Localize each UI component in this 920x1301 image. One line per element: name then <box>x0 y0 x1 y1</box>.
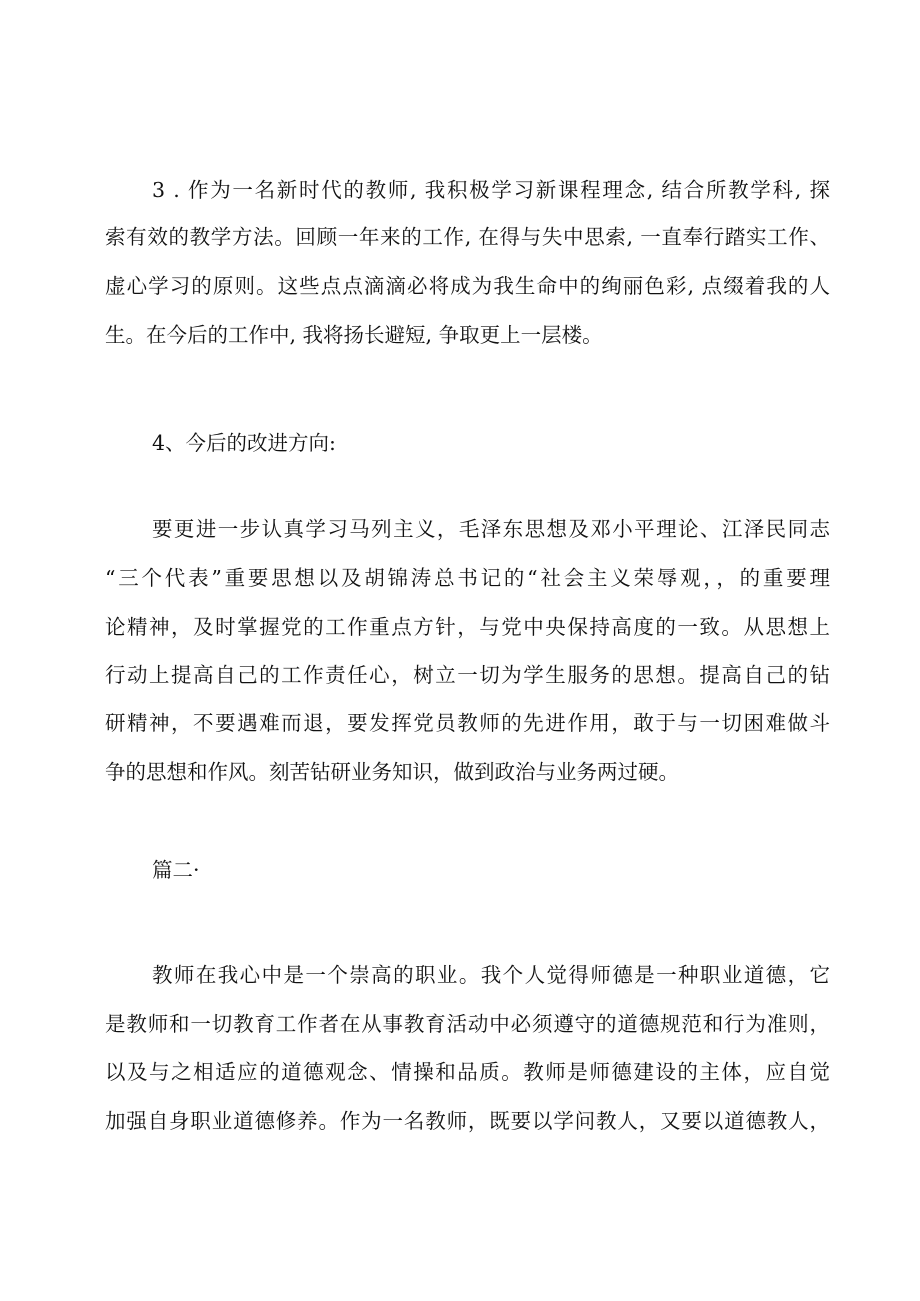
paragraph-3-line-2: 索有效的教学方法。回顾一年来的工作, 在得与失中思索, 一直奉行踏实工作、 <box>105 225 830 249</box>
paragraph-3-line-1: 3 . 作为一名新时代的教师, 我积极学习新课程理念, 结合所教学科, 探 <box>152 178 830 202</box>
improvement-line-3: 论精神，及时掌握党的工作重点方针，与党中央保持高度的一致。从思想上 <box>105 615 830 639</box>
paragraph-3-line-4: 生。在今后的工作中, 我将扬长避短, 争取更上一层楼。 <box>105 323 603 347</box>
part-two-line-1: 教师在我心中是一个崇高的职业。我个人觉得师德是一种职业道德，它 <box>152 963 830 987</box>
section-heading-improvement: 4、今后的改进方向: <box>152 431 336 455</box>
improvement-line-4: 行动上提高自己的工作责任心，树立一切为学生服务的思想。提高自己的钻 <box>105 663 830 687</box>
paragraph-3-line-3: 虚心学习的原则。这些点点滴滴必将成为我生命中的绚丽色彩, 点缀着我的人 <box>105 274 830 298</box>
improvement-line-6: 争的思想和作风。刻苦钻研业务知识，做到政治与业务两过硬。 <box>105 760 679 784</box>
section-title-part-two: 篇二· <box>152 858 200 882</box>
part-two-line-3: 以及与之相适应的道德观念、情操和品质。教师是师德建设的主体，应自觉 <box>105 1060 830 1084</box>
improvement-line-2: “三个代表”重要思想以及胡锦涛总书记的“社会主义荣辱观，，的重要理 <box>105 566 830 590</box>
part-two-line-2: 是教师和一切教育工作者在从事教育活动中必须遵守的道德规范和行为准则， <box>105 1012 830 1036</box>
part-two-line-4: 加强自身职业道德修养。作为一名教师，既要以学问教人，又要以道德教人， <box>105 1109 830 1133</box>
improvement-line-5: 研精神，不要遇难而退，要发挥党员教师的先进作用，敢于与一切困难做斗 <box>105 711 830 735</box>
improvement-line-1: 要更进一步认真学习马列主义，毛泽东思想及邓小平理论、江泽民同志 <box>152 517 830 541</box>
